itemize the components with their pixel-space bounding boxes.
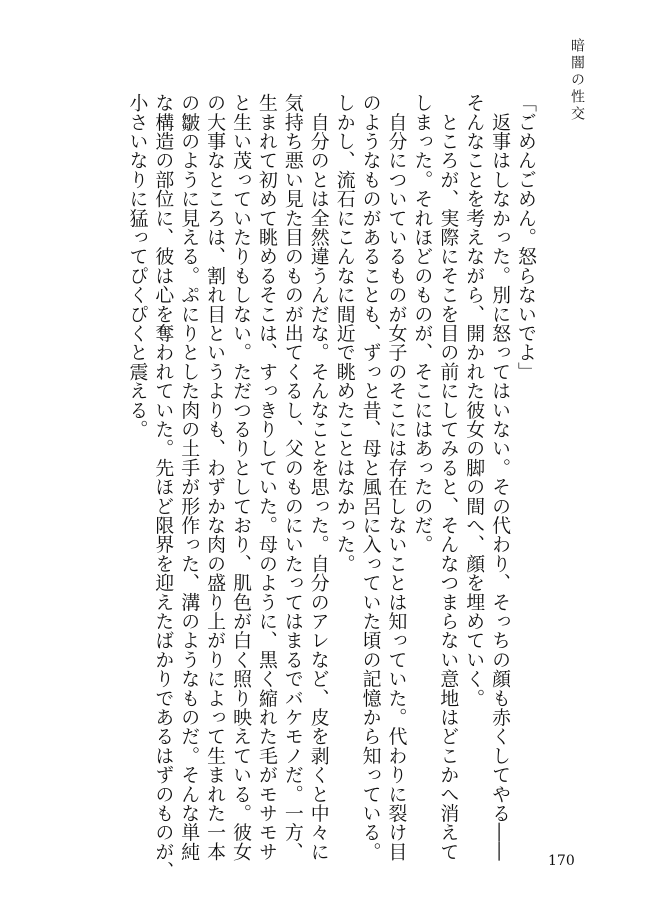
body-text: [124, 93, 539, 881]
text-line: な構造の部位に、彼は心を奪われていた。先ほど限界を迎えたばかりであるはずのものが、: [152, 93, 175, 881]
text-line: ところが、実際にそこを目の前にしてみると、そんなつまらない意地はどこかへ消えて: [437, 93, 460, 861]
text-line: 「ごめんごめん。怒らないでよ」: [515, 93, 537, 381]
running-title: 暗闇の性交: [569, 38, 585, 123]
text-line: の皺のように見える。ぷにりとした肉の土手が形作った、溝のようなものだ。そんな単純: [178, 93, 201, 861]
page-number: 170: [548, 853, 575, 869]
text-line: しかし、流石にこんなに間近で眺めたことはなかった。: [333, 93, 356, 573]
text-line: 小さいなりに猛ってぴくぴくと震える。: [126, 93, 149, 439]
text-line: 生まれて初めて眺めるそこは、すっきりしていた。母のように、黒く縮れた毛がモサモサ: [255, 93, 278, 861]
text-line: と生い茂っていたりもしない。ただつるりとしており、肌色が白く照り映えている。彼女: [230, 93, 253, 861]
text-line: 返事はしなかった。別に怒ってはいない。その代わり、そっちの顔も赤くしてやる――: [489, 93, 512, 861]
text-line: 自分についているものが女子のそこには存在しないことは知っていた。代わりに裂け目: [385, 93, 408, 861]
text-line: そんなことを考えながら、開かれた彼女の脚の間へ、顔を埋めていく。: [463, 93, 486, 708]
text-line: 自分のとは全然違うんだな。そんなことを思った。自分のアレなど、皮を剥くと中々に: [307, 93, 330, 861]
text-line: しまった。それほどのものが、そこにはあったのだ。: [411, 93, 434, 554]
text-line: のようなものがあることも、ずっと昔、母と風呂に入っていた頃の記憶から知っている。: [359, 93, 382, 861]
text-line: 気持ち悪い見た目のものが出てくるし、父のものにいたってはまるでバケモノだ。一方、: [281, 93, 304, 861]
text-line: の大事なところは、割れ目というよりも、わずかな肉の盛り上がりによって生まれた一本: [204, 93, 227, 861]
